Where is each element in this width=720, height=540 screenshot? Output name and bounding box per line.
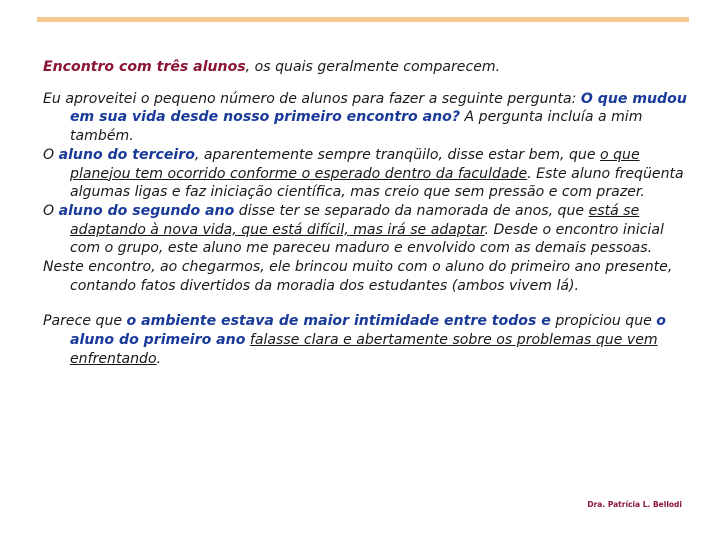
text-span: . (156, 350, 162, 367)
highlight-third-year: aluno do terceiro (58, 146, 195, 163)
underlined-quote: está se adaptando à nova vida, que está difícil, mas irá se adaptar (70, 202, 640, 238)
highlight-three-students: Encontro com três alunos (43, 59, 246, 75)
text-span: . Este aluno freqüenta algumas ligas e faz iniciação científica, mas creio que sem pressão e com prazer. (70, 165, 684, 201)
text-span: O (43, 146, 59, 163)
paragraph-meeting-intro (43, 58, 693, 77)
paragraph-first-year-student (43, 258, 693, 295)
text-span: Neste encontro, ao chegarmos, ele brincou muito com o aluno do primeiro ano presente, contando fatos divertidos da moradia dos estudantes (ambos vivem lá). (43, 259, 673, 294)
underlined-quote: falasse clara e abertamente sobre os problemas que vem enfrentando (70, 332, 658, 367)
text-span: propiciou que (550, 313, 657, 330)
highlight-first-year: o aluno do primeiro ano (70, 313, 666, 349)
text-span: . Desde o encontro inicial com o grupo, este aluno me pareceu maduro e envolvido com as demais pessoas. (70, 221, 664, 257)
highlight-environment: o ambiente estava de maior intimidade entre todos e (126, 313, 551, 330)
paragraph-third-year-student (43, 146, 693, 202)
text-span: O (43, 202, 59, 219)
text-span: A pergunta incluía a mim também. (70, 109, 643, 145)
top-accent-rule (37, 17, 689, 22)
text-span: , aparentemente sempre tranqüilo, disse estar bem, que (194, 146, 600, 163)
highlight-second-year: aluno do segundo ano (58, 202, 235, 219)
paragraph-question (43, 90, 693, 146)
underlined-quote: o que planejou tem ocorrido conforme o esperado dentro da faculdade (70, 146, 640, 182)
text-span: Parece que (43, 313, 127, 330)
paragraph-conclusion (43, 312, 693, 368)
highlight-question: O que mudou em sua vida desde nosso primeiro encontro ano? (70, 90, 687, 126)
text-span: disse ter se separado da namorada de anos, que (234, 202, 589, 219)
author-credit: Dra. Patrícia L. Bellodi (587, 500, 682, 509)
text-span: , os quais geralmente comparecem. (245, 59, 501, 75)
slide-body (43, 58, 693, 369)
text-span: Eu aproveitei o pequeno número de alunos para fazer a seguinte pergunta: (43, 90, 581, 107)
paragraph-second-year-student (43, 202, 693, 258)
